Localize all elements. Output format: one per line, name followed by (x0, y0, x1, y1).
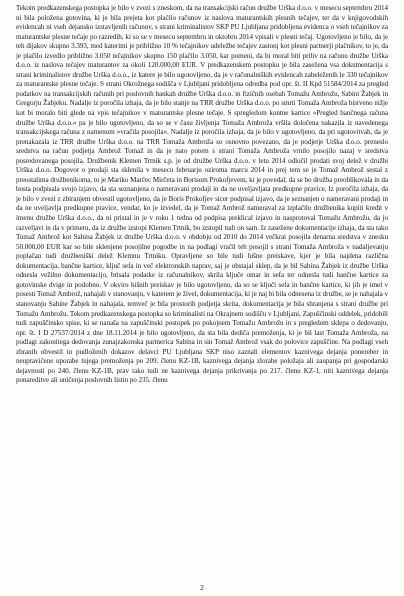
document-body-text: Tekom predkazenskega postopka je bilo v zvezi s zneskom, da na transakcijski račun družbe Urška d.o.o. v mesecu septembru 2014 ni bila položena gotovina, ki je bila prejeta kot plačilo računov iz naslova maturantskih plesnih tečajev, ter da v knjigovodskih evidencah ni vseh dejansko izstavljenih računov, s strani kriminalistov SKP PU Ljubljana pridobljena evidenca o vseh tečajnikov za maturantske plesne tečaje po razredih, ki so se v mesecu septembru in oktobru 2014 vpisali v plesni tečaj. Ugotovljeno je bilo, da je teh dijakov skupno 3.393, med katerimi je približno 10 % tečajnikov udeležbe tečajev zastonj kot plesni partnerji plačnikov, to je, da je plačilo izvedlo približno 3.050 tečajnikov skupno 150 plačilo 3.050, kar pomeni, da bi moral biti priliv na računu družbe Urška d.o.o. iz naslova tečajev maturantov za okoli 120.000,00 EUR. V predkazenskem postopku je bila zasežena vsa dokumentacija s strani kriminalistov družbe Urška d.o.o., iz katere je bilo ugotovljeno, da je v računalniških evidencah zabeleženih le 330 tečajnikov za maturantske plesne tečaje. S strani Okrožnega sodišča v Ljubljani pridobljena odredba pod opr. št. II Kpd 51584/2014 za pregled podatkov na transakcijskih računih pri poslovnih bankah družbe Urška d.o.o. in fizičnih osebah Tomažu Ambrožu, Sabini Žabjek in Gregorju Žabjeku. Nadalje iz poročila izhaja, da je bilo stanje na TRR družbe Urška d.o.o. po smrti Tomaža Ambroža bistveno nižje kot bi moralo biti glede na vpis tečajnikov v maturantske plesne tečaje. S spregledom kontne kartice »Pregled bančnega računa družbe Urška d.o.o.« pa je bilo ugotovljeno, da so se v času življenja Tomaža Ambroža vršila določena nakazila iz navedenega transakcijskega računa z namenom »vračila posojila«. Nadalje iz poročila izhaja, da je bilo v ugotovljeno, da pri ugotovitvah, da je prenakazala iz TRR družbe Urška d.o.o. na TRR Tomaža Ambroža so osnovno povezano, da je podjetje Urška d.o.o. preneslo sredstva na račun podjetja Ambrož Tomaž in da je nato potem s strani Tomaža Ambroža vrnilo posojilo nazaj v sredstva posredovanega posojila. Družbenik Klemen Trtnik s.p. je od družbe Urška d.o.o. v letu 2014 odločil prodati svoj delež v družbi Urška d.o.o. Dogovor o prodaji sta sklenila v mesecu februarju oziroma marcu 2014 in prej tem se je Tomaž Ambrož sestal z preostalima družbenikoma, to je Mariko Marčec Mirčeta in Borisom Prokofjevem, ki je povedal, da se bo družba preoblikovala in da bosta podpisala svojo izjavo, da sta seznanjena o nameravani prodaji in da ne uveljavljata predkupne pravice. Iz poročila izhaja, da je bilo v zvezi z zbiranjem obvestil ugotovljeno, da je Boris Prokofjev sicer podpisal izjavo, da je seznanjen o nameravani prodaji in da ne uveljavlja predkupne pravice, vendar, ko je izvedel, da je Tomaž Ambrož nameraval za izplačilo družbenika kupiti kredit v imenu družbe Urška d.o.o., da ni pristal in je v roku 1 tedna od podpisa preklical izjavo in nasprotoval Tomažu Ambrožu, da jo razveljavi in da v primeru, da iz družbe izstopi Klemen Trtnik, bo izstopil tudi on sam. Iz zasežene dokumentacije izhaja, da sta tako Tomaž Ambrož kot Sabina Žabjek iz družbe Urška d.o.o. v obdobju od 2010 do 2014 večkrat posojila denarna sredstva v znesku 50.000,00 EUR kar so bile sklenjene posojilne pogodbe in na podlagi vračil teh posojil s strani Tomaža Ambroža v nadaljevanju poplačan tudi družbeniški delež Klemnu Trtniku. Opravljene so bile tudi hišne preiskave, kjer je bila najdena različna dokumentacija, bančne kartice, ključ sefa in več elektronskih naprav, saj je obstajal sklep, da je bil Sabina Žabjek iz družbe Urška odnesla vežilno dokumentacijo, brisala podatke iz računalnikov, skrila ključe omar in sefa ter odnesla tudi bančne kartice za gotovinske dvige in podobno. V okviru hišnih preiskav je bilo ugotovljeno, da so se ključi sefa in bančne kartice, ki jih je imel v posesti Tomaž Ambrož, nahajali v stanovanju, v katerem je živel, dokumentacija, ki je naj bi bila odnesena iz družbe, se je nahajala v stanovanju Sabine Žabjek in nahajala, temveč je bila prostorih podjetja skrita, dokumentacija je bila shranjena s strani družbe pri Tomažu Ambrožu. Tekom predkazenskega postopka so kriminalisti na Okrajnem sodišču v Ljubljani, Zapuščinski oddelek, pridobili tudi zapuščinsko spise, ki se nanaša na zapuščinski postopek po pokojnem Tomažu Ambrožu in s pregledom sklepa o dedovanju, opr. št. I D 27537/2014 z dne 18.11.2014 je bilo ugotovljeno, da sta bila dediča premoženja, ki je bil last Tomaža Ambroža, na podlagi zakonitega dedovanja zunajzakonska partnerica Sabina in sin Tomaž Ambrož vsak do polovice zapuščine. Na podlagi vseh zbranih obvestil in pudloženih dokazov delavci PU Ljubljana SKP niso zaznali elementov kaznivega dejanja ponereber in neupravičene uporabe tujega premoženja po 209. členu KZ-1B, kaznivega dejanja zlorabe položaja ali zaupanja pri gospodarski dejavnosti po 240. členu KZ-1B, prav tako tudi ne kaznivega dejanja prikrivanja po 217. členu KZ-1, niti kaznivega dejanja ponareditve ali uničenja poslovnih listin po 235. členu (16, 4, 388, 385)
page-number: 2 (200, 583, 204, 592)
